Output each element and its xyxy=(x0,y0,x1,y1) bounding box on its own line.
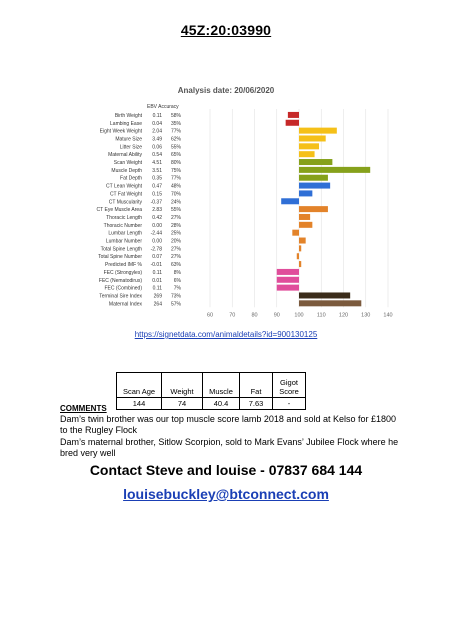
row-label: Eight Week Weight xyxy=(99,128,142,135)
data-bar xyxy=(299,175,328,181)
accuracy-value: 80% xyxy=(170,160,181,167)
ebv-value: 0.00 xyxy=(152,238,162,245)
ebv-value: 4.51 xyxy=(152,160,162,167)
comment-1: Dam’s twin brother was our top muscle score lamb 2018 and sold at Kelso for £1800 to the Rugley Flock xyxy=(60,414,397,435)
row-label: CT Eye Muscle Area xyxy=(96,207,142,214)
ebv-value: 0.06 xyxy=(152,144,162,151)
value-weight: 74 xyxy=(162,398,203,410)
data-bar xyxy=(299,292,350,298)
accuracy-value: 73% xyxy=(170,293,181,300)
ebv-value: 3.51 xyxy=(152,167,162,174)
row-label: FEC (Strongyles) xyxy=(103,269,142,276)
comments-heading: COMMENTS xyxy=(60,404,107,413)
ebv-value: -0.37 xyxy=(150,199,162,206)
data-bar xyxy=(299,143,319,149)
header-muscle: Muscle xyxy=(203,373,240,398)
data-bar xyxy=(286,120,299,126)
x-tick-label: 60 xyxy=(206,312,214,319)
row-label: Fat Depth xyxy=(120,175,142,182)
accuracy-value: 75% xyxy=(170,167,181,174)
row-label: Total Spine Length xyxy=(100,246,142,253)
accuracy-value: 55% xyxy=(170,144,181,151)
row-label: Total Spine Number xyxy=(98,254,142,261)
row-label: Thoracic Number xyxy=(103,222,142,229)
chart-title: Analysis date: 20/06/2020 xyxy=(177,86,275,95)
ebv-value: 2.83 xyxy=(152,207,162,214)
value-fat: 7.63 xyxy=(240,398,273,410)
accuracy-value: 48% xyxy=(170,183,181,190)
header-weight: Weight xyxy=(162,373,203,398)
accuracy-value: 57% xyxy=(170,301,181,308)
row-label: CT Lean Weight xyxy=(106,183,142,190)
row-label: Maternal Ability xyxy=(108,152,142,159)
row-label: Maternal Index xyxy=(108,301,142,308)
value-gigot-score: - xyxy=(273,398,306,410)
data-bar xyxy=(299,214,310,220)
stats-table xyxy=(116,372,306,410)
data-bar xyxy=(277,277,299,283)
accuracy-value: 24% xyxy=(170,199,181,206)
header-scan-age: Scan Age xyxy=(117,373,162,398)
accuracy-value: 27% xyxy=(170,214,181,221)
row-label: FEC (Combined) xyxy=(104,285,142,292)
comment-2: Dam’s maternal brother, Sitlow Scorpion, sold to Mark Evans’ Jubilee Flock where he bred very well xyxy=(60,437,399,458)
data-bar xyxy=(292,230,299,236)
accuracy-value: 8% xyxy=(173,269,181,276)
stats-value-row xyxy=(117,398,306,410)
animal-details-link[interactable]: https://signetdata.com/animaldetails?id=900130125 xyxy=(134,330,318,339)
accuracy-value: 58% xyxy=(170,112,181,119)
data-bar xyxy=(299,245,301,251)
ebv-value: 2.04 xyxy=(152,128,162,135)
data-bar xyxy=(299,151,315,157)
ebv-value: 0.47 xyxy=(152,183,162,190)
row-label: Lambing Ease xyxy=(110,120,142,127)
accuracy-value: 6% xyxy=(173,277,181,284)
ebv-value: 264 xyxy=(153,301,162,308)
accuracy-value: 77% xyxy=(170,175,181,182)
accuracy-value: 25% xyxy=(170,230,181,237)
ebv-value: 0.54 xyxy=(152,152,162,159)
ebv-value: 0.00 xyxy=(152,222,162,229)
row-label: Terminal Sire Index xyxy=(99,293,142,300)
data-bar xyxy=(299,135,326,141)
header-fat: Fat xyxy=(240,373,273,398)
data-bar xyxy=(299,128,337,134)
x-tick-label: 130 xyxy=(361,312,371,319)
contact-line: Contact Steve and louise - 07837 684 144 xyxy=(89,462,363,478)
data-bar xyxy=(299,190,312,196)
header-gigot-score: Gigot Score xyxy=(273,373,306,398)
accuracy-value: 27% xyxy=(170,254,181,261)
data-bar xyxy=(277,269,299,275)
data-bar xyxy=(299,222,312,228)
accuracy-value: 77% xyxy=(170,128,181,135)
ebv-value: 3.49 xyxy=(152,136,162,143)
row-label: CT Muscularity xyxy=(108,199,142,206)
row-label: Scan Weight xyxy=(113,160,142,167)
row-label: Lumbar Length xyxy=(108,230,142,237)
ebv-value: 0.01 xyxy=(152,277,162,284)
row-label: FEC (Nematodirus) xyxy=(98,277,142,284)
row-label: Lumbar Number xyxy=(105,238,142,245)
accuracy-value: 65% xyxy=(170,152,181,159)
row-label: Thoracic Length xyxy=(106,214,142,221)
data-bar xyxy=(299,183,330,189)
accuracy-value: 62% xyxy=(170,136,181,143)
accuracy-value: 27% xyxy=(170,246,181,253)
ebv-value: -2.44 xyxy=(150,230,162,237)
data-bar xyxy=(297,253,299,259)
ebv-value: 0.35 xyxy=(152,175,162,182)
ebv-value: 0.07 xyxy=(152,254,162,261)
accuracy-value: 20% xyxy=(170,238,181,245)
ebv-value: 0.11 xyxy=(152,112,162,119)
row-label: Muscle Depth xyxy=(111,167,142,174)
x-tick-label: 110 xyxy=(316,312,326,319)
x-tick-label: 100 xyxy=(294,312,304,319)
data-bar xyxy=(299,206,328,212)
x-tick-label: 70 xyxy=(229,312,236,319)
ebv-value: 0.04 xyxy=(152,120,162,127)
row-label: Mature Size xyxy=(115,136,142,143)
accuracy-value: 63% xyxy=(170,262,181,269)
data-bar xyxy=(299,159,332,165)
row-label: CT Fat Weight xyxy=(109,191,142,198)
data-bar xyxy=(299,261,301,267)
data-bar xyxy=(288,112,299,118)
ebv-value: -2.78 xyxy=(150,246,162,253)
ebv-value: 0.15 xyxy=(152,191,162,198)
accuracy-value: 35% xyxy=(170,120,181,127)
data-bar xyxy=(281,198,299,204)
ebv-value: 0.11 xyxy=(152,285,162,292)
sheep-id-title: 45Z:20:03990 xyxy=(180,22,272,38)
x-tick-label: 120 xyxy=(338,312,349,319)
data-bar xyxy=(299,300,361,306)
ebv-value: 269 xyxy=(153,293,162,300)
accuracy-value: 28% xyxy=(170,222,181,229)
data-bar xyxy=(277,285,299,291)
accuracy-value: 55% xyxy=(170,207,181,214)
data-bar xyxy=(299,238,306,244)
ebv-value: 0.42 xyxy=(152,214,162,221)
ebv-value: 0.11 xyxy=(152,269,162,276)
ebv-accuracy-header: EBV Accuracy xyxy=(147,104,179,110)
row-label: Litter Size xyxy=(119,144,142,151)
stats-header-row xyxy=(117,373,306,398)
ebv-value: -0.01 xyxy=(150,262,162,269)
data-bar xyxy=(299,167,370,173)
value-muscle: 40.4 xyxy=(203,398,240,410)
contact-email-link[interactable]: louisebuckley@btconnect.com xyxy=(123,486,329,502)
row-label: Birth Weight xyxy=(114,112,142,119)
x-tick-label: 90 xyxy=(273,312,280,319)
x-tick-label: 80 xyxy=(251,312,258,319)
row-label: Predicted IMF % xyxy=(105,262,142,269)
value-scan-age: 144 xyxy=(117,398,162,410)
x-tick-label: 140 xyxy=(383,312,393,319)
accuracy-value: 70% xyxy=(170,191,181,198)
accuracy-value: 7% xyxy=(173,285,181,292)
